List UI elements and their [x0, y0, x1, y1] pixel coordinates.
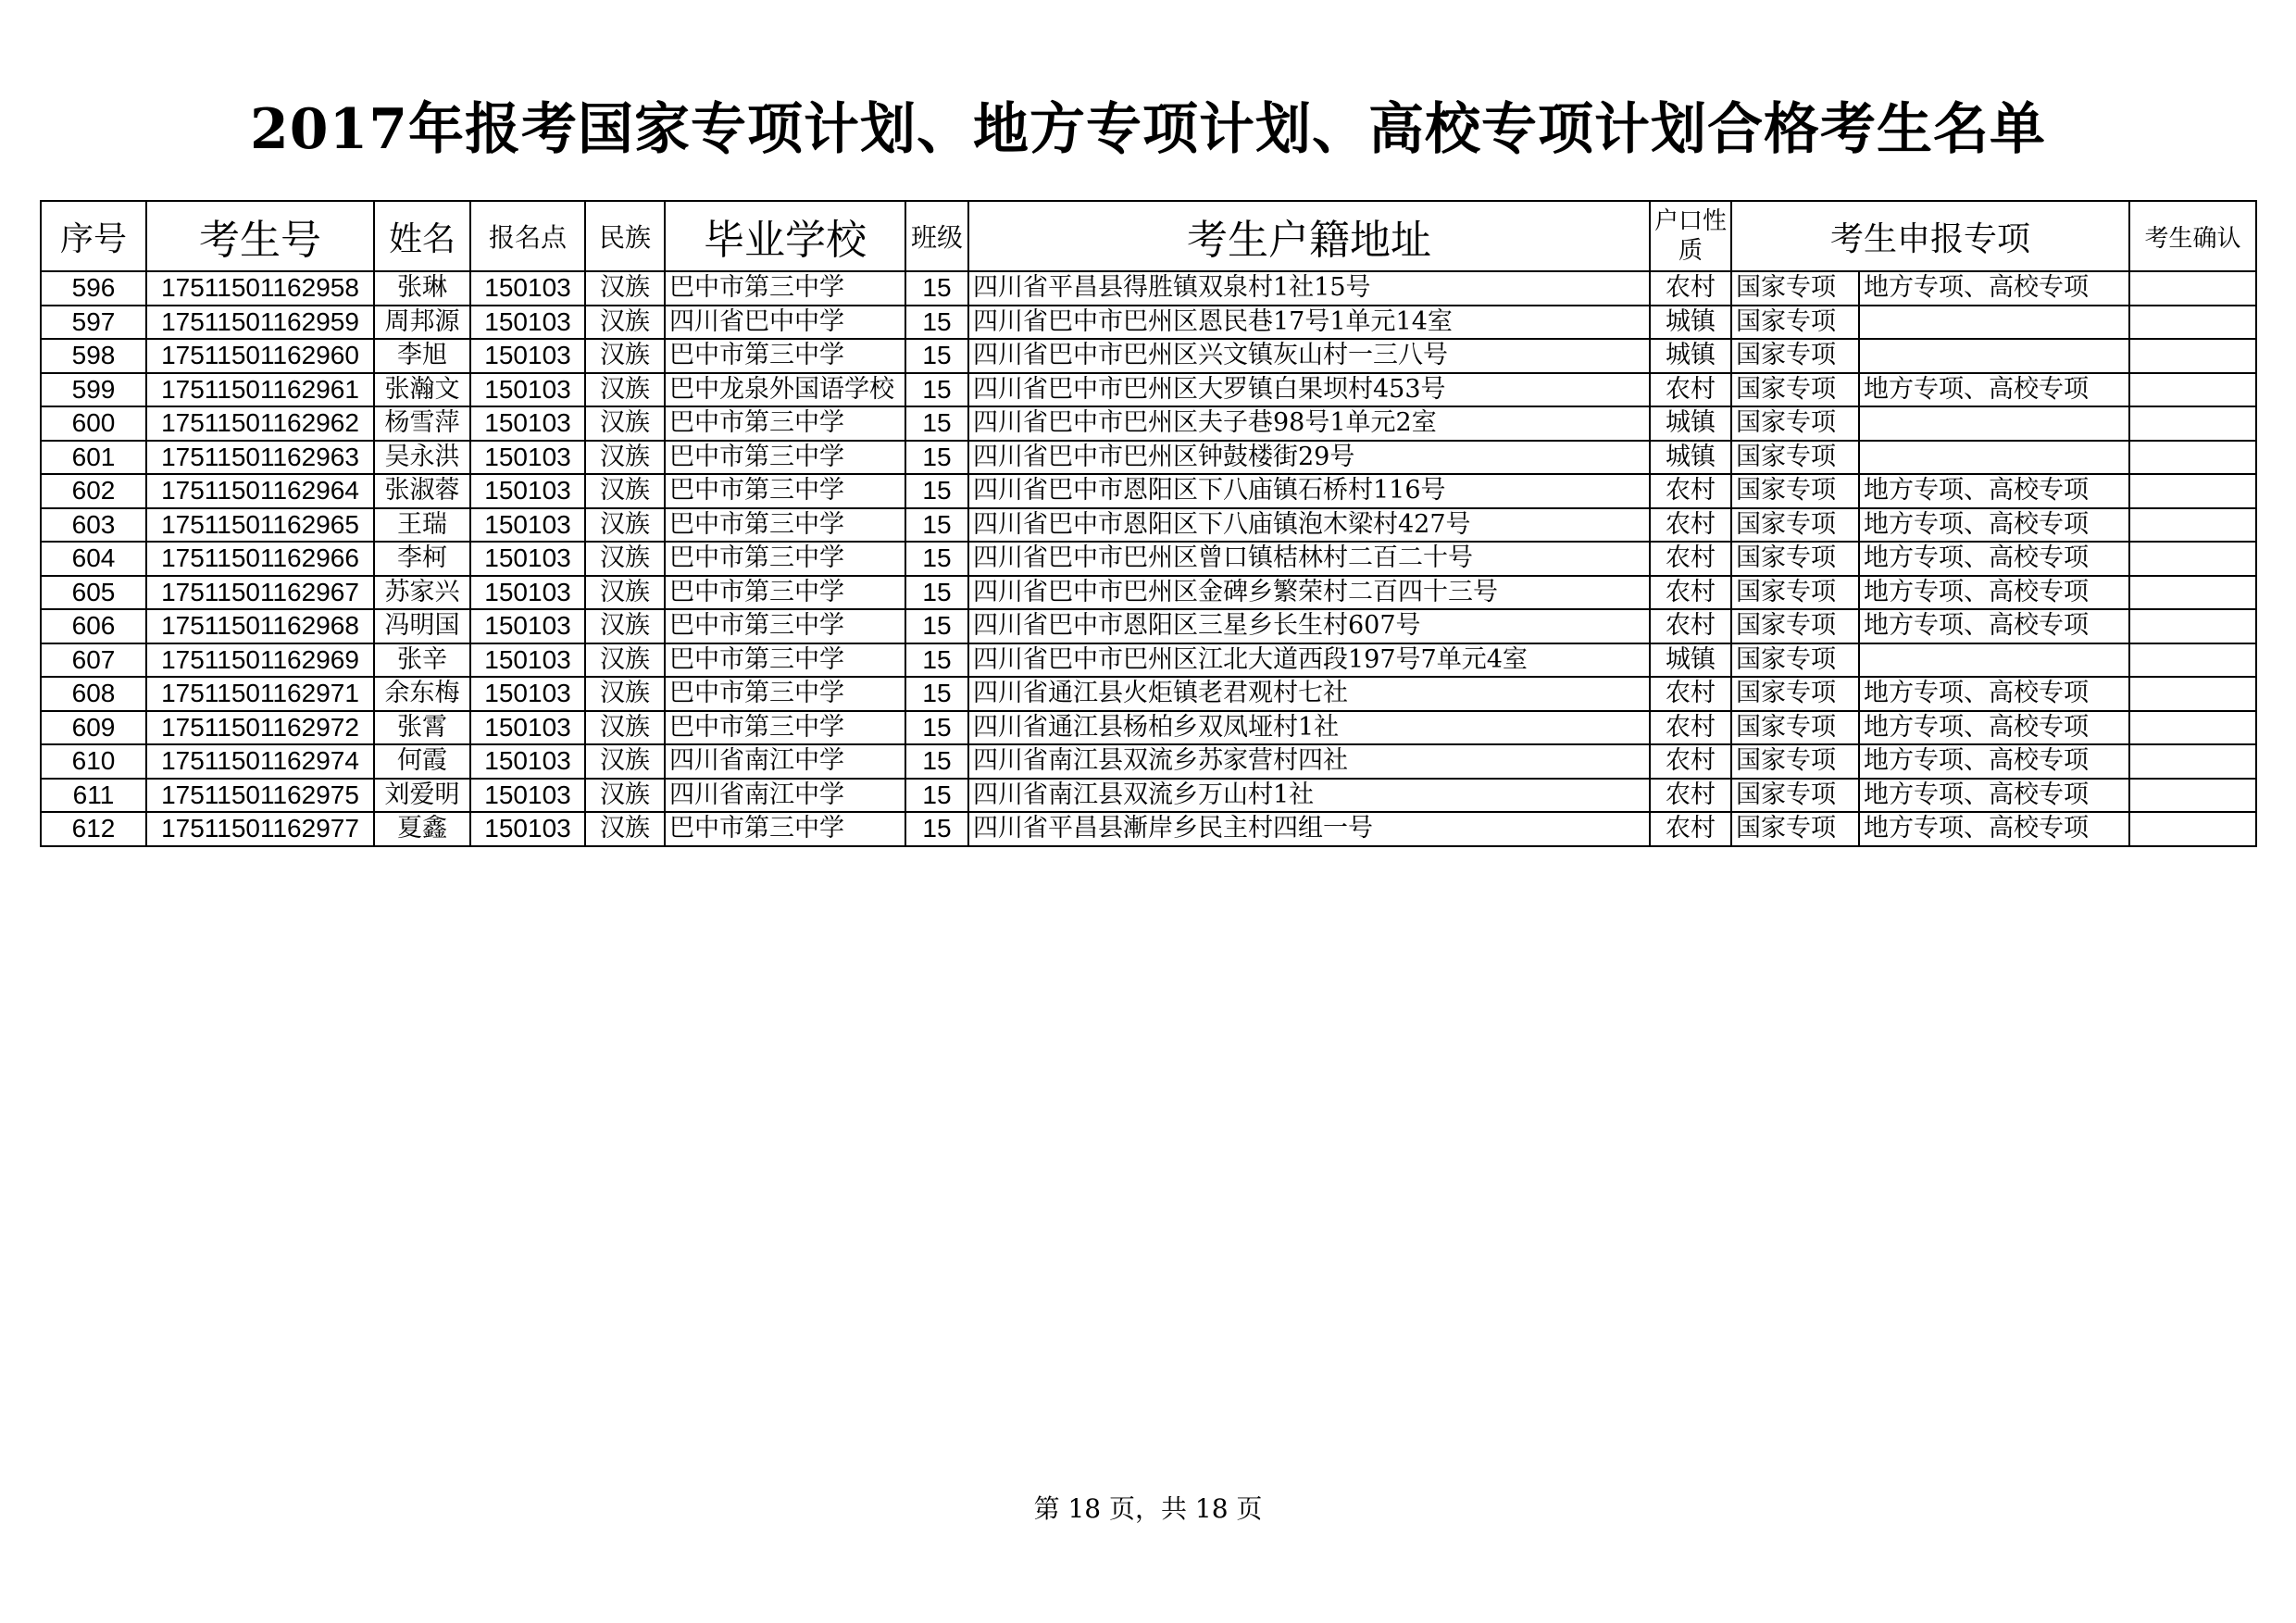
cell-confirm — [2129, 508, 2256, 543]
cell-ethnicity: 汉族 — [585, 406, 665, 441]
cell-name: 张霄 — [374, 711, 470, 745]
cell-hukou: 农村 — [1650, 812, 1731, 846]
cell-school: 四川省南江中学 — [665, 779, 905, 813]
table-row — [41, 576, 2256, 610]
cell-name: 张琳 — [374, 271, 470, 306]
cell-program-other: 地方专项、高校专项 — [1859, 609, 2129, 643]
header-hukou: 户口性质 — [1650, 201, 1731, 271]
header-row — [41, 201, 2256, 271]
cell-program-national: 国家专项 — [1731, 779, 1859, 813]
cell-seq: 597 — [41, 306, 146, 340]
cell-address: 四川省巴中市恩阳区下八庙镇石桥村116号 — [968, 474, 1650, 508]
cell-hukou: 农村 — [1650, 711, 1731, 745]
cell-name: 张淑蓉 — [374, 474, 470, 508]
cell-ethnicity: 汉族 — [585, 677, 665, 711]
cell-school: 巴中市第三中学 — [665, 406, 905, 441]
cell-school: 巴中市第三中学 — [665, 677, 905, 711]
cell-class: 15 — [905, 271, 968, 306]
table-row — [41, 812, 2256, 846]
cell-ethnicity: 汉族 — [585, 643, 665, 678]
cell-school: 巴中市第三中学 — [665, 711, 905, 745]
cell-class: 15 — [905, 508, 968, 543]
cell-program-national: 国家专项 — [1731, 441, 1859, 475]
cell-class: 15 — [905, 609, 968, 643]
cell-exam-no: 17511501162962 — [146, 406, 374, 441]
cell-seq: 605 — [41, 576, 146, 610]
header-site: 报名点 — [470, 201, 585, 271]
cell-address: 四川省通江县火炬镇老君观村七社 — [968, 677, 1650, 711]
cell-address: 四川省巴中市巴州区大罗镇白果坝村453号 — [968, 373, 1650, 407]
cell-confirm — [2129, 271, 2256, 306]
cell-seq: 607 — [41, 643, 146, 678]
cell-seq: 611 — [41, 779, 146, 813]
cell-class: 15 — [905, 711, 968, 745]
cell-school: 巴中市第三中学 — [665, 542, 905, 576]
cell-confirm — [2129, 441, 2256, 475]
header-school: 毕业学校 — [665, 201, 905, 271]
cell-program-other: 地方专项、高校专项 — [1859, 542, 2129, 576]
cell-confirm — [2129, 542, 2256, 576]
cell-ethnicity: 汉族 — [585, 609, 665, 643]
cell-program-national: 国家专项 — [1731, 677, 1859, 711]
cell-seq: 599 — [41, 373, 146, 407]
cell-hukou: 农村 — [1650, 474, 1731, 508]
table-row — [41, 271, 2256, 306]
cell-site: 150103 — [470, 711, 585, 745]
header-confirm: 考生确认 — [2129, 201, 2256, 271]
cell-hukou: 城镇 — [1650, 306, 1731, 340]
cell-address: 四川省平昌县得胜镇双泉村1社15号 — [968, 271, 1650, 306]
cell-address: 四川省南江县双流乡万山村1社 — [968, 779, 1650, 813]
table-row — [41, 542, 2256, 576]
cell-school: 巴中市第三中学 — [665, 643, 905, 678]
cell-seq: 606 — [41, 609, 146, 643]
cell-name: 杨雪萍 — [374, 406, 470, 441]
cell-program-national: 国家专项 — [1731, 744, 1859, 779]
cell-exam-no: 17511501162977 — [146, 812, 374, 846]
table-row — [41, 609, 2256, 643]
cell-name: 刘爱明 — [374, 779, 470, 813]
cell-ethnicity: 汉族 — [585, 271, 665, 306]
cell-ethnicity: 汉族 — [585, 744, 665, 779]
cell-seq: 610 — [41, 744, 146, 779]
cell-program-other — [1859, 406, 2129, 441]
cell-seq: 602 — [41, 474, 146, 508]
cell-name: 苏家兴 — [374, 576, 470, 610]
cell-confirm — [2129, 779, 2256, 813]
cell-class: 15 — [905, 812, 968, 846]
cell-class: 15 — [905, 576, 968, 610]
cell-program-other: 地方专项、高校专项 — [1859, 373, 2129, 407]
cell-program-national: 国家专项 — [1731, 474, 1859, 508]
cell-exam-no: 17511501162968 — [146, 609, 374, 643]
cell-program-other: 地方专项、高校专项 — [1859, 474, 2129, 508]
cell-name: 冯明国 — [374, 609, 470, 643]
cell-confirm — [2129, 474, 2256, 508]
cell-program-national: 国家专项 — [1731, 609, 1859, 643]
cell-ethnicity: 汉族 — [585, 508, 665, 543]
cell-exam-no: 17511501162965 — [146, 508, 374, 543]
header-address: 考生户籍地址 — [968, 201, 1650, 271]
cell-program-national: 国家专项 — [1731, 576, 1859, 610]
cell-name: 何霞 — [374, 744, 470, 779]
cell-seq: 609 — [41, 711, 146, 745]
cell-site: 150103 — [470, 306, 585, 340]
cell-program-other — [1859, 306, 2129, 340]
cell-program-other: 地方专项、高校专项 — [1859, 271, 2129, 306]
cell-address: 四川省巴中市巴州区兴文镇灰山村一三八号 — [968, 339, 1650, 373]
cell-class: 15 — [905, 373, 968, 407]
page-footer: 第 18 页，共 18 页 — [1033, 1493, 1263, 1524]
cell-site: 150103 — [470, 474, 585, 508]
cell-address: 四川省巴中市巴州区夫子巷98号1单元2室 — [968, 406, 1650, 441]
cell-address: 四川省巴中市恩阳区三星乡长生村607号 — [968, 609, 1650, 643]
cell-exam-no: 17511501162971 — [146, 677, 374, 711]
cell-school: 巴中市第三中学 — [665, 812, 905, 846]
header-exam-no: 考生号 — [146, 201, 374, 271]
cell-hukou: 农村 — [1650, 508, 1731, 543]
header-program: 考生申报专项 — [1731, 201, 2129, 271]
cell-name: 夏鑫 — [374, 812, 470, 846]
cell-site: 150103 — [470, 779, 585, 813]
cell-site: 150103 — [470, 744, 585, 779]
cell-class: 15 — [905, 643, 968, 678]
cell-exam-no: 17511501162969 — [146, 643, 374, 678]
cell-confirm — [2129, 643, 2256, 678]
cell-seq: 601 — [41, 441, 146, 475]
cell-seq: 600 — [41, 406, 146, 441]
cell-address: 四川省巴中市巴州区江北大道西段197号7单元4室 — [968, 643, 1650, 678]
cell-name: 张瀚文 — [374, 373, 470, 407]
cell-site: 150103 — [470, 339, 585, 373]
cell-ethnicity: 汉族 — [585, 441, 665, 475]
cell-name: 余东梅 — [374, 677, 470, 711]
cell-ethnicity: 汉族 — [585, 542, 665, 576]
cell-program-other: 地方专项、高校专项 — [1859, 711, 2129, 745]
cell-site: 150103 — [470, 542, 585, 576]
cell-exam-no: 17511501162958 — [146, 271, 374, 306]
cell-program-other — [1859, 441, 2129, 475]
cell-class: 15 — [905, 542, 968, 576]
cell-ethnicity: 汉族 — [585, 711, 665, 745]
cell-program-other: 地方专项、高校专项 — [1859, 744, 2129, 779]
cell-seq: 596 — [41, 271, 146, 306]
cell-name: 周邦源 — [374, 306, 470, 340]
cell-site: 150103 — [470, 812, 585, 846]
table-row — [41, 711, 2256, 745]
cell-hukou: 农村 — [1650, 576, 1731, 610]
cell-school: 四川省南江中学 — [665, 744, 905, 779]
cell-hukou: 农村 — [1650, 609, 1731, 643]
table-row — [41, 744, 2256, 779]
cell-school: 四川省巴中中学 — [665, 306, 905, 340]
cell-address: 四川省巴中市巴州区钟鼓楼街29号 — [968, 441, 1650, 475]
cell-hukou: 农村 — [1650, 271, 1731, 306]
cell-seq: 608 — [41, 677, 146, 711]
cell-program-national: 国家专项 — [1731, 306, 1859, 340]
cell-confirm — [2129, 373, 2256, 407]
cell-name: 李旭 — [374, 339, 470, 373]
table-row — [41, 373, 2256, 407]
cell-program-national: 国家专项 — [1731, 643, 1859, 678]
cell-ethnicity: 汉族 — [585, 373, 665, 407]
cell-exam-no: 17511501162964 — [146, 474, 374, 508]
cell-address: 四川省南江县双流乡苏家营村四社 — [968, 744, 1650, 779]
cell-confirm — [2129, 812, 2256, 846]
cell-site: 150103 — [470, 373, 585, 407]
header-class: 班级 — [905, 201, 968, 271]
cell-class: 15 — [905, 744, 968, 779]
cell-school: 巴中市第三中学 — [665, 441, 905, 475]
cell-confirm — [2129, 609, 2256, 643]
cell-hukou: 城镇 — [1650, 643, 1731, 678]
cell-program-other: 地方专项、高校专项 — [1859, 812, 2129, 846]
table-row — [41, 306, 2256, 340]
cell-name: 张辛 — [374, 643, 470, 678]
cell-confirm — [2129, 306, 2256, 340]
cell-seq: 604 — [41, 542, 146, 576]
table-row — [41, 677, 2256, 711]
cell-hukou: 农村 — [1650, 677, 1731, 711]
cell-exam-no: 17511501162966 — [146, 542, 374, 576]
cell-exam-no: 17511501162975 — [146, 779, 374, 813]
cell-ethnicity: 汉族 — [585, 306, 665, 340]
cell-exam-no: 17511501162972 — [146, 711, 374, 745]
cell-ethnicity: 汉族 — [585, 812, 665, 846]
cell-address: 四川省巴中市巴州区金碑乡繁荣村二百四十三号 — [968, 576, 1650, 610]
cell-hukou: 农村 — [1650, 542, 1731, 576]
cell-ethnicity: 汉族 — [585, 474, 665, 508]
cell-school: 巴中市第三中学 — [665, 508, 905, 543]
cell-hukou: 城镇 — [1650, 406, 1731, 441]
cell-hukou: 城镇 — [1650, 339, 1731, 373]
cell-program-national: 国家专项 — [1731, 542, 1859, 576]
cell-class: 15 — [905, 406, 968, 441]
cell-address: 四川省巴中市恩阳区下八庙镇泡木梁村427号 — [968, 508, 1650, 543]
candidate-table — [40, 200, 2257, 847]
cell-program-other: 地方专项、高校专项 — [1859, 508, 2129, 543]
cell-ethnicity: 汉族 — [585, 779, 665, 813]
header-seq: 序号 — [41, 201, 146, 271]
cell-class: 15 — [905, 441, 968, 475]
cell-exam-no: 17511501162961 — [146, 373, 374, 407]
cell-site: 150103 — [470, 406, 585, 441]
cell-confirm — [2129, 406, 2256, 441]
cell-address: 四川省巴中市巴州区曾口镇桔林村二百二十号 — [968, 542, 1650, 576]
cell-school: 巴中市第三中学 — [665, 474, 905, 508]
table-row — [41, 643, 2256, 678]
cell-program-national: 国家专项 — [1731, 812, 1859, 846]
cell-program-national: 国家专项 — [1731, 373, 1859, 407]
cell-school: 巴中市第三中学 — [665, 576, 905, 610]
cell-class: 15 — [905, 306, 968, 340]
cell-program-other — [1859, 339, 2129, 373]
table-body — [41, 271, 2256, 846]
table-row — [41, 441, 2256, 475]
cell-name: 李柯 — [374, 542, 470, 576]
cell-class: 15 — [905, 779, 968, 813]
cell-program-national: 国家专项 — [1731, 271, 1859, 306]
cell-program-other: 地方专项、高校专项 — [1859, 677, 2129, 711]
cell-site: 150103 — [470, 643, 585, 678]
header-ethnicity: 民族 — [585, 201, 665, 271]
document-title: 2017年报考国家专项计划、地方专项计划、高校专项计划合格考生名单 — [250, 97, 2046, 162]
header-name: 姓名 — [374, 201, 470, 271]
cell-site: 150103 — [470, 441, 585, 475]
cell-exam-no: 17511501162960 — [146, 339, 374, 373]
cell-address: 四川省通江县杨柏乡双凤垭村1社 — [968, 711, 1650, 745]
cell-hukou: 农村 — [1650, 744, 1731, 779]
cell-site: 150103 — [470, 609, 585, 643]
cell-school: 巴中龙泉外国语学校 — [665, 373, 905, 407]
cell-confirm — [2129, 339, 2256, 373]
cell-site: 150103 — [470, 508, 585, 543]
cell-exam-no: 17511501162959 — [146, 306, 374, 340]
cell-confirm — [2129, 677, 2256, 711]
table-row — [41, 406, 2256, 441]
cell-class: 15 — [905, 677, 968, 711]
cell-class: 15 — [905, 474, 968, 508]
cell-seq: 598 — [41, 339, 146, 373]
cell-program-national: 国家专项 — [1731, 711, 1859, 745]
cell-program-national: 国家专项 — [1731, 508, 1859, 543]
table-row — [41, 779, 2256, 813]
cell-hukou: 农村 — [1650, 779, 1731, 813]
cell-program-national: 国家专项 — [1731, 406, 1859, 441]
table-row — [41, 339, 2256, 373]
cell-ethnicity: 汉族 — [585, 339, 665, 373]
cell-seq: 603 — [41, 508, 146, 543]
cell-hukou: 农村 — [1650, 373, 1731, 407]
cell-seq: 612 — [41, 812, 146, 846]
cell-ethnicity: 汉族 — [585, 576, 665, 610]
cell-site: 150103 — [470, 576, 585, 610]
cell-school: 巴中市第三中学 — [665, 339, 905, 373]
cell-name: 吴永洪 — [374, 441, 470, 475]
cell-address: 四川省平昌县漸岸乡民主村四组一号 — [968, 812, 1650, 846]
cell-school: 巴中市第三中学 — [665, 609, 905, 643]
cell-address: 四川省巴中市巴州区恩民巷17号1单元14室 — [968, 306, 1650, 340]
cell-confirm — [2129, 711, 2256, 745]
cell-class: 15 — [905, 339, 968, 373]
table-row — [41, 474, 2256, 508]
cell-school: 巴中市第三中学 — [665, 271, 905, 306]
cell-program-other: 地方专项、高校专项 — [1859, 779, 2129, 813]
cell-program-national: 国家专项 — [1731, 339, 1859, 373]
cell-exam-no: 17511501162974 — [146, 744, 374, 779]
cell-program-other — [1859, 643, 2129, 678]
cell-name: 王瑞 — [374, 508, 470, 543]
cell-hukou: 城镇 — [1650, 441, 1731, 475]
cell-site: 150103 — [470, 677, 585, 711]
cell-exam-no: 17511501162963 — [146, 441, 374, 475]
cell-confirm — [2129, 744, 2256, 779]
cell-confirm — [2129, 576, 2256, 610]
table-row — [41, 508, 2256, 543]
cell-exam-no: 17511501162967 — [146, 576, 374, 610]
cell-program-other: 地方专项、高校专项 — [1859, 576, 2129, 610]
cell-site: 150103 — [470, 271, 585, 306]
